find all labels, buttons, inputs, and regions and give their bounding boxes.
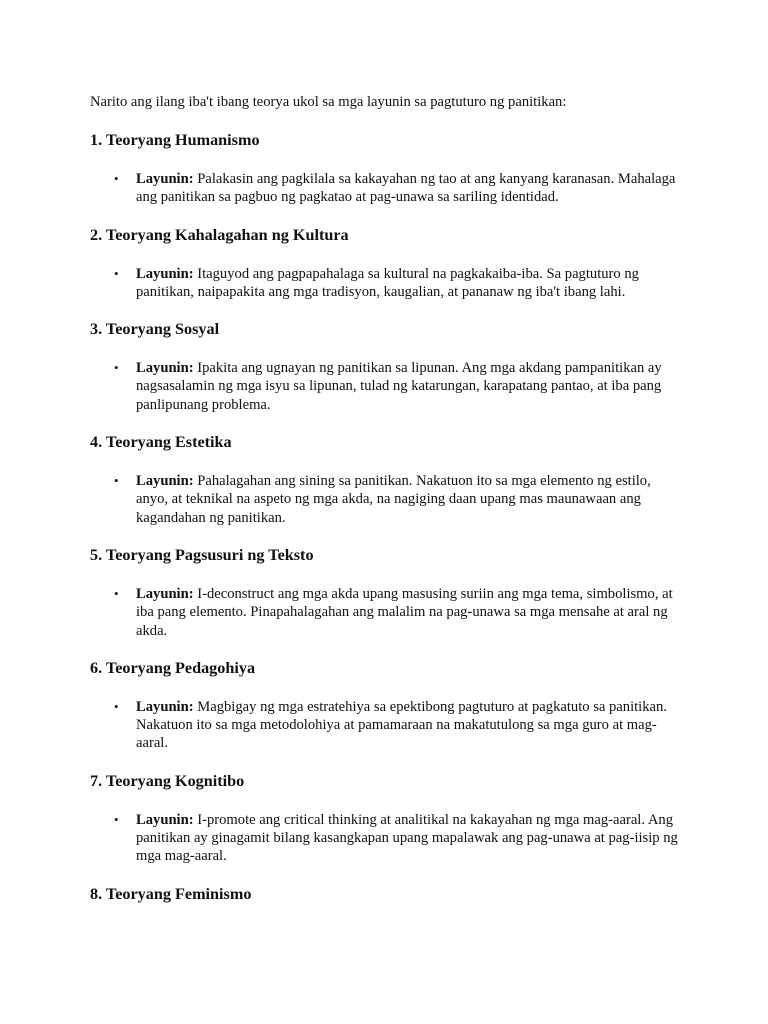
list-item	[90, 811, 678, 866]
theory-section	[90, 319, 678, 414]
goal-label: Layunin:	[136, 473, 194, 490]
goal-list	[90, 811, 678, 866]
goal-label: Layunin:	[136, 698, 194, 715]
theory-section	[90, 432, 678, 527]
goal-label: Layunin:	[136, 360, 194, 377]
section-heading: 3. Teoryang Sosyal	[90, 320, 220, 339]
goal-list	[90, 170, 678, 207]
section-heading: 4. Teoryang Estetika	[90, 433, 232, 452]
goal-text: Palakasin ang pagkilala sa kakayahan ng tao at ang kanyang karanasan. Mahalaga ang panitikan sa pagbuo ng pagkatao at pag-unawa sa sariling identidad.	[136, 171, 676, 206]
section-heading: 5. Teoryang Pagsusuri ng Teksto	[90, 545, 314, 564]
bullet-icon: •	[114, 171, 119, 186]
bullet-icon: •	[114, 360, 119, 376]
goal-list	[90, 265, 678, 302]
goal-list	[90, 698, 678, 753]
section-heading: 7. Teoryang Kognitibo	[90, 771, 245, 790]
intro-paragraph: Narito ang ilang iba't ibang teorya ukol sa mga layunin sa pagtuturo ng panitikan:	[90, 94, 567, 110]
section-heading: 1. Teoryang Humanismo	[90, 131, 260, 149]
bullet-icon: •	[114, 585, 119, 601]
goal-list	[90, 585, 678, 640]
goal-list	[90, 472, 678, 527]
theory-sections	[90, 130, 678, 904]
goal-label: Layunin:	[136, 171, 194, 187]
bullet-icon: •	[114, 698, 119, 714]
list-item	[90, 170, 678, 207]
theory-section	[90, 884, 678, 904]
bullet-icon: •	[114, 811, 119, 827]
theory-section	[90, 771, 678, 866]
goal-text: Itaguyod ang pagpapahalaga sa kultural na pagkakaiba-iba. Sa pagtuturo ng panitikan, naipapakita ang mga tradisyon, kaugalian, at pananaw ng iba't ibang lahi.	[136, 265, 639, 300]
goal-text: I-promote ang critical thinking at analitikal na kakayahan ng mga mag-aaral. Ang panitikan ay ginagamit bilang kasangkapan upang mapalawak ang pag-unawa at pag-iisip ng mga mag-aaral.	[136, 811, 678, 865]
goal-label: Layunin:	[136, 585, 194, 602]
goal-label: Layunin:	[136, 265, 194, 282]
list-item	[90, 472, 678, 527]
bullet-icon: •	[114, 473, 119, 489]
goal-text: Ipakita ang ugnayan ng panitikan sa lipunan. Ang mga akdang pampanitikan ay nagsasalamin ng mga isyu sa lipunan, tulad ng katarungan, karapatang pantao, at iba pang panlipunang problema.	[136, 360, 662, 413]
goal-text: I-deconstruct ang mga akda upang masusing suriin ang mga tema, simbolismo, at iba pang elemento. Pinapahalagahan ang malalim na pag-unawa sa mga mensahe at aral ng akda.	[136, 585, 673, 639]
bullet-icon: •	[114, 265, 119, 281]
goal-label: Layunin:	[136, 811, 194, 828]
list-item	[90, 585, 678, 640]
list-item	[90, 265, 678, 302]
goal-text: Pahalagahan ang sining sa panitikan. Nakatuon ito sa mga elemento ng estilo, anyo, at teknikal na aspeto ng mga akda, na nagiging daan upang mas maunawaan ang kagandahan ng panitikan.	[136, 473, 651, 526]
theory-section	[90, 545, 678, 640]
section-heading: 2. Teoryang Kahalagahan ng Kultura	[90, 225, 349, 244]
list-item	[90, 359, 678, 414]
section-heading: 8. Teoryang Feminismo	[90, 884, 252, 903]
list-item	[90, 698, 678, 753]
theory-section	[90, 130, 678, 207]
goal-list	[90, 359, 678, 414]
section-heading: 6. Teoryang Pedagohiya	[90, 658, 256, 677]
theory-section	[90, 658, 678, 753]
goal-text: Magbigay ng mga estratehiya sa epektibong pagtuturo at pagkatuto sa panitikan. Nakatuon ito sa mga metodolohiya at pamamaraan na makatutulong sa mga guro at mag-aaral.	[136, 698, 667, 752]
theory-section	[90, 225, 678, 302]
